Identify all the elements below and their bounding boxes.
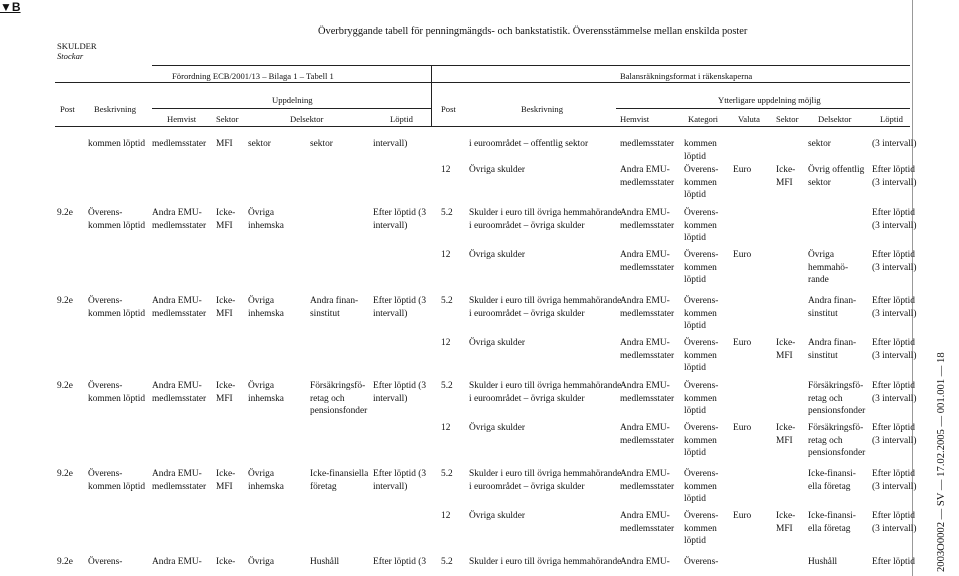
- block0-left-hemvist: Andra EMU- medlemsstater: [152, 208, 207, 231]
- cont-right-loptid: (3 intervall): [872, 139, 917, 149]
- block2-left-hemvist: Andra EMU- medlemsstater: [152, 381, 207, 404]
- block0-left-sektor: Icke- MFI: [216, 208, 236, 231]
- block2-left-loptid: Efter löptid (3 intervall): [373, 381, 427, 404]
- last-sektor: Icke-: [216, 557, 236, 567]
- block0-pre-beskrivning: Övriga skulder: [469, 165, 525, 175]
- block0-r2-loptid: Efter löptid (3 intervall): [872, 250, 917, 273]
- cont-sektor: MFI: [216, 139, 233, 149]
- block2-r2-delsektor: Försäkringsfö- retag och pensionsfonder: [808, 423, 866, 459]
- block0-r2-beskrivning: Övriga skulder: [469, 250, 525, 260]
- table-title: Överbryggande tabell för penningmängds- och bankstatistik. Överensstämmelse mellan enskilda poster: [318, 26, 748, 37]
- block2-r2-valuta: Euro: [733, 423, 752, 433]
- header-col-sektor-left: Sektor: [216, 114, 239, 124]
- block0-r1-beskrivning: Skulder i euro till övriga hemmahörande i euroområdet – övriga skulder: [469, 208, 622, 231]
- block3-r1-beskrivning: Skulder i euro till övriga hemmahörande i euroområdet – övriga skulder: [469, 469, 622, 492]
- block1-r1-kategori: Överens- kommen löptid: [684, 296, 719, 332]
- block1-r2-valuta: Euro: [733, 338, 752, 348]
- rule-sub-right: [616, 108, 910, 109]
- last-beskrivning: Överens-: [88, 557, 123, 567]
- block2-r2-loptid: Efter löptid (3 intervall): [872, 423, 917, 446]
- block0-r1-kategori: Överens- kommen löptid: [684, 208, 719, 244]
- block1-left-sektor: Icke- MFI: [216, 296, 236, 319]
- block0-pre-post: 12: [441, 165, 451, 175]
- block2-r1-post: 5.2: [441, 381, 453, 391]
- block0-pre-sektor: Icke- MFI: [776, 165, 796, 188]
- last-loptid: Efter löptid (3: [373, 557, 427, 567]
- block2-r2-post: 12: [441, 423, 451, 433]
- header-uppdelning: Uppdelning: [272, 95, 313, 105]
- rule-center-divider: [431, 65, 432, 127]
- block0-pre-loptid: Efter löptid (3 intervall): [872, 165, 917, 188]
- block1-r2-hemvist: Andra EMU- medlemsstater: [620, 338, 675, 361]
- block0-r1-hemvist: Andra EMU- medlemsstater: [620, 208, 675, 231]
- right-group-caption: Balansräkningsformat i räkenskaperna: [620, 71, 753, 81]
- header-col-loptid-right: Löptid: [880, 114, 903, 124]
- header-ytterligare: Ytterligare uppdelning möjlig: [718, 95, 821, 105]
- last-post: 9.2e: [57, 557, 73, 567]
- block1-r2-post: 12: [441, 338, 451, 348]
- block2-r2-hemvist: Andra EMU- medlemsstater: [620, 423, 675, 446]
- block0-r2-hemvist: Andra EMU- medlemsstater: [620, 250, 675, 273]
- block1-r1-delsektor: Andra finan- sinstitut: [808, 296, 857, 319]
- block3-left-beskrivning: Överens- kommen löptid: [88, 469, 146, 492]
- last-r-loptid: Efter löptid: [872, 557, 915, 567]
- block0-r2-delsektor: Övriga hemmahö- rande: [808, 250, 849, 286]
- rule-mid-right: [432, 82, 910, 83]
- cont-extra: sektor: [310, 139, 333, 149]
- block2-left-delsektor: Övriga inhemska: [248, 381, 284, 404]
- block1-r1-beskrivning: Skulder i euro till övriga hemmahörande i euroområdet – övriga skulder: [469, 296, 622, 319]
- block1-left-loptid: Efter löptid (3 intervall): [373, 296, 427, 319]
- block1-r1-hemvist: Andra EMU- medlemsstater: [620, 296, 675, 319]
- cont-delsektor: sektor: [248, 139, 271, 149]
- block2-r2-kategori: Överens- kommen löptid: [684, 423, 719, 459]
- block0-pre-hemvist: Andra EMU- medlemsstater: [620, 165, 675, 188]
- block3-r2-kategori: Överens- kommen löptid: [684, 511, 719, 547]
- block2-left-beskrivning: Överens- kommen löptid: [88, 381, 146, 404]
- block1-r1-post: 5.2: [441, 296, 453, 306]
- rule-mid-left: [55, 82, 431, 83]
- block3-left-hemvist: Andra EMU- medlemsstater: [152, 469, 207, 492]
- block2-r2-beskrivning: Övriga skulder: [469, 423, 525, 433]
- block0-r2-post: 12: [441, 250, 451, 260]
- block1-r2-sektor: Icke- MFI: [776, 338, 796, 361]
- header-post-right: Post: [441, 104, 456, 114]
- header-beskrivning-right: Beskrivning: [521, 104, 564, 114]
- block1-left-beskrivning: Överens- kommen löptid: [88, 296, 146, 319]
- block3-left-post: 9.2e: [57, 469, 73, 479]
- rule-sub-left: [152, 108, 431, 109]
- block1-r2-loptid: Efter löptid (3 intervall): [872, 338, 917, 361]
- block0-pre-delsektor: Övrig offentlig sektor: [808, 165, 865, 188]
- block3-r1-kategori: Överens- kommen löptid: [684, 469, 719, 505]
- block0-left-beskrivning: Överens- kommen löptid: [88, 208, 146, 231]
- block0-r2-valuta: Euro: [733, 250, 752, 260]
- header-post-left: Post: [60, 104, 75, 114]
- block1-r2-kategori: Överens- kommen löptid: [684, 338, 719, 374]
- block0-r1-post: 5.2: [441, 208, 453, 218]
- block3-r2-post: 12: [441, 511, 451, 521]
- block1-r1-loptid: Efter löptid (3 intervall): [872, 296, 917, 319]
- header-col-hemvist-right: Hemvist: [620, 114, 650, 124]
- block2-r2-sektor: Icke- MFI: [776, 423, 796, 446]
- last-r-hemvist: Andra EMU-: [620, 557, 670, 567]
- section-label: SKULDER: [57, 41, 97, 51]
- rule-header-bottom: [55, 126, 910, 127]
- block0-pre-valuta: Euro: [733, 165, 752, 175]
- cont-right-kategori: kommen löptid: [684, 139, 717, 162]
- block0-left-delsektor: Övriga inhemska: [248, 208, 284, 231]
- block1-r2-beskrivning: Övriga skulder: [469, 338, 525, 348]
- header-col-delsektor-left: Delsektor: [290, 114, 324, 124]
- block2-left-post: 9.2e: [57, 381, 73, 391]
- header-col-valuta-right: Valuta: [738, 114, 760, 124]
- left-group-caption: Förordning ECB/2001/13 – Bilaga 1 – Tabell 1: [172, 71, 334, 81]
- last-r-kategori: Överens-: [684, 557, 719, 567]
- block3-r1-post: 5.2: [441, 469, 453, 479]
- header-col-hemvist-left: Hemvist: [167, 114, 197, 124]
- block1-left-post: 9.2e: [57, 296, 73, 306]
- block3-left-extra: Icke-finansiella företag: [310, 469, 369, 492]
- block3-r2-loptid: Efter löptid (3 intervall): [872, 511, 917, 534]
- last-r-post: 5.2: [441, 557, 453, 567]
- header-col-delsektor-right: Delsektor: [818, 114, 852, 124]
- block2-r1-beskrivning: Skulder i euro till övriga hemmahörande i euroområdet – övriga skulder: [469, 381, 622, 404]
- block2-r1-hemvist: Andra EMU- medlemsstater: [620, 381, 675, 404]
- cont-right-desc: i euroområdet – offentlig sektor: [469, 139, 589, 149]
- block0-r2-kategori: Överens- kommen löptid: [684, 250, 719, 286]
- section-sublabel: Stockar: [57, 51, 84, 61]
- cont-beskrivning: kommen löptid: [88, 139, 146, 149]
- block1-left-hemvist: Andra EMU- medlemsstater: [152, 296, 207, 319]
- last-r-delsektor: Hushåll: [808, 557, 838, 567]
- block3-r1-hemvist: Andra EMU- medlemsstater: [620, 469, 675, 492]
- block3-r1-delsektor: Icke-finansi- ella företag: [808, 469, 856, 492]
- last-hemvist: Andra EMU-: [152, 557, 202, 567]
- block0-left-loptid: Efter löptid (3 intervall): [373, 208, 427, 231]
- block0-pre-kategori: Överens- kommen löptid: [684, 165, 719, 201]
- cont-right-delsektor: sektor: [808, 139, 831, 149]
- block2-left-extra: Försäkringsfö- retag och pensionsfonder: [310, 381, 368, 417]
- block3-r2-valuta: Euro: [733, 511, 752, 521]
- header-beskrivning-left: Beskrivning: [94, 104, 137, 114]
- last-r-beskrivning: Skulder i euro till övriga hemmahörande: [469, 557, 622, 567]
- header-col-kategori-right: Kategori: [688, 114, 719, 124]
- block2-left-sektor: Icke- MFI: [216, 381, 236, 404]
- cont-loptid: intervall): [373, 139, 408, 149]
- block3-left-sektor: Icke- MFI: [216, 469, 236, 492]
- block1-left-delsektor: Övriga inhemska: [248, 296, 284, 319]
- last-delsektor: Övriga: [248, 557, 275, 567]
- last-extra: Hushåll: [310, 557, 340, 567]
- cont-hemvist: medlemsstater: [152, 139, 207, 149]
- block0-left-post: 9.2e: [57, 208, 73, 218]
- cont-right-hemvist: medlemsstater: [620, 139, 675, 149]
- block3-r2-beskrivning: Övriga skulder: [469, 511, 525, 521]
- rule-top-right: [432, 65, 910, 66]
- page-footer-reference: 2003O0002 — SV — 17.02.2005 — 001.001 — 18: [936, 352, 947, 572]
- block3-r2-hemvist: Andra EMU- medlemsstater: [620, 511, 675, 534]
- block3-r2-delsektor: Icke-finansi- ella företag: [808, 511, 856, 534]
- block2-r1-delsektor: Försäkringsfö- retag och pensionsfonder: [808, 381, 866, 417]
- block2-r1-loptid: Efter löptid (3 intervall): [872, 381, 917, 404]
- block1-r2-delsektor: Andra finan- sinstitut: [808, 338, 857, 361]
- header-col-sektor-right: Sektor: [776, 114, 799, 124]
- version-marker: ▼B: [0, 0, 21, 14]
- block1-left-extra: Andra finan- sinstitut: [310, 296, 359, 319]
- header-col-loptid-left: Löptid: [390, 114, 413, 124]
- block2-r1-kategori: Överens- kommen löptid: [684, 381, 719, 417]
- block0-r1-loptid: Efter löptid (3 intervall): [872, 208, 917, 231]
- rule-top-left: [152, 65, 431, 66]
- block3-r1-loptid: Efter löptid (3 intervall): [872, 469, 917, 492]
- block3-r2-sektor: Icke- MFI: [776, 511, 796, 534]
- block3-left-delsektor: Övriga inhemska: [248, 469, 284, 492]
- block3-left-loptid: Efter löptid (3 intervall): [373, 469, 427, 492]
